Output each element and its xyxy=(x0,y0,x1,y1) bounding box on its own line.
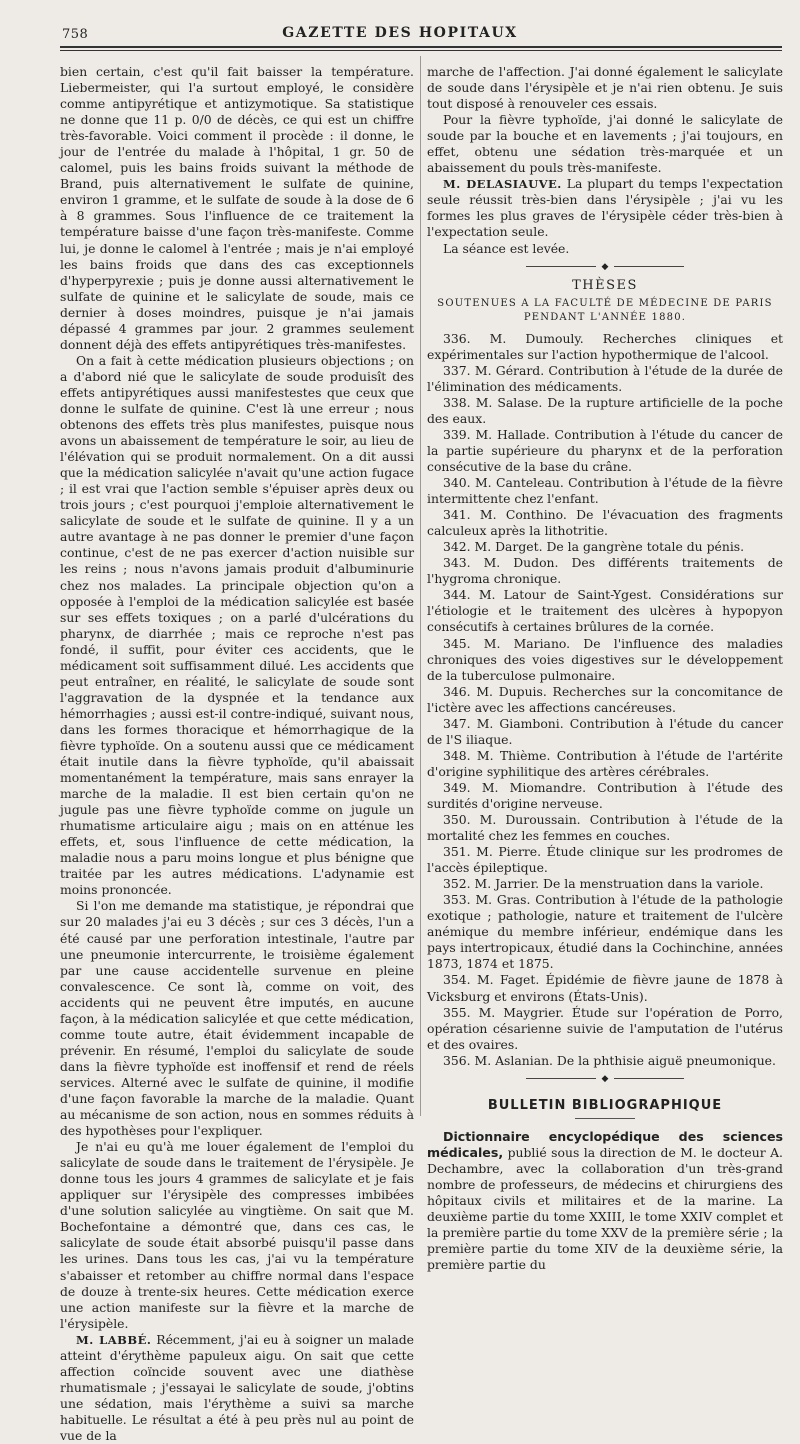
left-column xyxy=(60,64,414,1444)
thesis-item: 339. M. Hallade. Contribution à l'étude du cancer de la partie supérieure du pharynx et de la perforation consécutive de la base du crâne. xyxy=(427,426,783,474)
paragraph: bien certain, c'est qu'il fait baisser la température. Liebermeister, qui l'a surtout employé, le considère comme antipyrétique et antizymotique. Sa statistique ne donne que 11 p. 0/0 de décès, ce qui est un chiffre très-favorable. Voici comment il procède : il donne, le jour de l'entrée du malade à l'hôpital, 1 gr. 50 de calomel, puis les bains froids suivant la méthode de Brand, puis alternativement le sulfate de quinine, environ 1 gramme, et le sulfate de soude à la dose de 6 à 8 grammes. Sous l'influence de ce traitement la température baisse d'une façon très-manifeste. Comme lui, je donne le calomel à l'entrée ; mais je n'ai employé les bains froids que dans des cas exceptionnels d'hyperpyrexie ; puis je donne aussi alternativement le sulfate de quinine et le salicylate de soude, mais ce dernier à doses moindres, puisque je n'ai jamais dépassé 4 grammes par jour. 2 grammes seulement donnent déjà des effets antipyrétiques très-manifestes. xyxy=(60,64,414,352)
thesis-item: 338. M. Salase. De la rupture artificielle de la poche des eaux. xyxy=(427,394,783,426)
diamond-icon: ◆ xyxy=(601,1073,609,1084)
thesis-item: 349. M. Miomandre. Contribution à l'étude des surdités d'origine nerveuse. xyxy=(427,779,783,811)
paragraph: Pour la fièvre typhoïde, j'ai donné le salicylate de soude par la bouche et en lavements ; j'ai toujours, en effet, obtenu une sédation très-marquée et un abaissement du pouls très-manifeste. xyxy=(427,112,783,176)
title-rule xyxy=(575,1118,635,1119)
thesis-item: 342. M. Darget. De la gangrène totale du pénis. xyxy=(443,539,745,555)
theses-title: THÈSES xyxy=(572,277,638,293)
ornament-line xyxy=(614,1078,684,1079)
thesis-item: 350. M. Duroussain. Contribution à l'étude de la mortalité chez les femmes en couches. xyxy=(427,812,783,844)
ornament-line xyxy=(614,266,684,267)
thesis-item: 356. M. Aslanian. De la phthisie aiguë pneumonique. xyxy=(443,1052,776,1068)
thesis-item: 343. M. Dudon. Des différents traitements de l'hygroma chronique. xyxy=(427,555,783,587)
thesis-item: 355. M. Maygrier. Étude sur l'opération de Porro, opération césarienne suivie de l'amputation de l'utérus et des ovaires. xyxy=(427,1004,783,1052)
section-ornament xyxy=(427,1074,783,1084)
ornament-line xyxy=(526,266,596,267)
session-closed: La séance est levée. xyxy=(443,240,570,256)
paragraph-delasiauve xyxy=(427,176,783,240)
running-title: GAZETTE DES HOPITAUX xyxy=(282,25,518,41)
thesis-item: 354. M. Faget. Épidémie de fièvre jaune de 1878 à Vicksburg et environs (États-Unis). xyxy=(427,972,783,1004)
paragraph: Si l'on me demande ma statistique, je répondrai que sur 20 malades j'ai eu 3 décès ; sur ces 3 décès, l'un a été causé par une perforation intestinale, l'autre par une pneumonie intercurrente, le troisième également par une cause accidentelle survenue en pleine convalescence. Ce sont là, comme on voit, des accidents qui ne peuvent être imputés, en aucune façon, à la médication salicylée et que cette médication, comme toute autre, était évidemment incapable de prévenir. En résumé, l'emploi du salicylate de soude dans la fièvre typhoïde est inoffensif et rend de réels services. Alterné avec le sulfate de quinine, il modifie d'une façon favorable la marche de la maladie. Quant au mécanisme de son action, nous en sommes réduits à des hypothèses pour l'expliquer. xyxy=(60,898,414,1139)
speaker-name: M. LABBÉ. xyxy=(76,1332,152,1347)
thesis-item: 341. M. Conthino. De l'évacuation des fragments calculeux après la lithotritie. xyxy=(427,507,783,539)
theses-subtitle-line: PENDANT L'ANNÉE 1880. xyxy=(523,311,687,323)
thesis-item: 344. M. Latour de Saint-Ygest. Considérations sur l'étiologie et le traitement des ulcères à hypopyon consécutifs à certaines brûlures de la cornée. xyxy=(427,587,783,635)
thesis-item: 345. M. Mariano. De l'influence des maladies chroniques des voies digestives sur le développement de la tuberculose pulmonaire. xyxy=(427,635,783,683)
right-column xyxy=(427,64,783,1273)
thesis-item: 348. M. Thième. Contribution à l'étude de l'artérite d'origine syphilitique des artères cérébrales. xyxy=(427,747,783,779)
theses-subtitle xyxy=(427,297,783,325)
bibliography-text: publié sous la direction de M. le docteur A. Dechambre, avec la collaboration d'un très-grand nombre de professeurs, de médecins et chirurgiens des hôpitaux civils et militaires et de la marine. La deuxième partie du tome XXIII, le tome XXIV complet et la première partie du tome XXV de la première série ; la première partie du tome XIV de la deuxième série, la première partie du xyxy=(427,1144,783,1273)
thesis-item: 336. M. Dumouly. Recherches cliniques et expérimentales sur l'action hypothermique de l'alcool. xyxy=(427,330,783,362)
theses-subtitle-line: SOUTENUES A LA FACULTÉ DE MÉDECINE DE PARIS xyxy=(437,297,773,309)
section-ornament xyxy=(427,262,783,272)
paragraph: Je n'ai eu qu'à me louer également de l'emploi du salicylate de soude dans le traitement de l'érysipèle. Je donne tous les jours 4 grammes de salicylate et je fais appliquer sur l'érysipèle des compresses imbibées d'une solution salicylée au vingtième. On sait que M. Bochefontaine a démontré que, dans ces cas, le salicylate de soude était absorbé puisqu'il passe dans les urines. Dans tous les cas, j'ai vu la température s'abaisser et retomber au chiffre normal dans l'espace de douze à trente-six heures. Cette médication exerce une action manifeste sur la fièvre et la marche de l'érysipèle. xyxy=(60,1139,414,1331)
column-divider xyxy=(420,56,421,1116)
theses-list xyxy=(427,331,783,1069)
thesis-item: 346. M. Dupuis. Recherches sur la concomitance de l'ictère avec les affections cancéreuses. xyxy=(427,683,783,715)
thesis-item: 351. M. Pierre. Étude clinique sur les prodromes de l'accès épileptique. xyxy=(427,844,783,876)
paragraph-labbe xyxy=(60,1332,414,1444)
paragraph: On a fait à cette médication plusieurs objections ; on a d'abord nié que le salicylate de soude produisît des effets antipyrétiques aussi manifestestes que ceux que donne le sulfate de quinine. C'est là une erreur ; nous obtenons des effets très plus manifestes, puisque nous avons un abaissement de température le soir, au lieu de l'élévation qui se produit normalement. On a dit aussi que la médication salicylée n'avait qu'une action fugace ; il est vrai que l'action semble s'épuiser après deux ou trois jours ; c'est pourquoi j'emploie alternativement le salicylate de soude et le sulfate de quinine. Il y a un autre avantage à ne pas donner le premier d'une façon continue, c'est de ne pas exercer d'action nuisible sur les reins ; nous n'avons jamais produit d'albuminurie chez nos malades. La principale objection qu'on a opposée à l'emploi de la médication salicylée est basée sur ses effets toxiques ; on a parlé d'ulcérations du pharynx, de diarrhée ; mais ce reproche n'est pas fondé, il suffit, pour éviter ces accidents, que le médicament soit suffisamment dilué. Les accidents que peut entraîner, en réalité, le salicylate de soude sont l'aggravation de la dyspnée et la tendance aux hémorrhagies ; aussi est-il contre-indiqué, suivant nous, dans les formes thoracique et hémorrhagique de la fièvre typhoïde. On a soutenu aussi que ce médicament était inutile dans la fièvre typhoïde, qu'il abaissait momentanément la température, mais sans enrayer la marche de la maladie. Il est bien certain qu'on ne jugule pas une fièvre typhoïde comme on jugule un rhumatisme articulaire aigu ; mais on en atténue les effets, et, sous l'influence de cette médication, la maladie nous a paru moins longue et plus bénigne que traitée par les autres médications. L'adynamie est moins prononcée. xyxy=(60,352,414,898)
paragraph-text: La plupart du temps l'expectation seule réussit très-bien dans l'érysipèle ; j'ai vu les formes les plus graves de l'érysipèle céder très-bien à l'expectation seule. xyxy=(427,176,783,240)
header-rule xyxy=(60,46,782,51)
diamond-icon: ◆ xyxy=(601,261,609,272)
thesis-item: 347. M. Giamboni. Contribution à l'étude du cancer de l'S iliaque. xyxy=(427,715,783,747)
speaker-name: M. DELASIAUVE. xyxy=(443,177,562,192)
paragraph: marche de l'affection. J'ai donné également le salicylate de soude dans l'érysipèle et je n'ai rien obtenu. Je suis tout disposé à renouveler ces essais. xyxy=(427,64,783,112)
thesis-item: 340. M. Canteleau. Contribution à l'étude de la fièvre intermittente chez l'enfant. xyxy=(427,475,783,507)
thesis-item: 337. M. Gérard. Contribution à l'étude de la durée de l'élimination des médicaments. xyxy=(427,362,783,394)
thesis-item: 353. M. Gras. Contribution à l'étude de la pathologie exotique ; pathologie, nature et traitement de l'ulcère anémique du membre inférieur, endémique dans les pays intertropicaux, étudié dans la Cochinchine, années 1873, 1874 et 1875. xyxy=(427,892,783,972)
bibliography-entry xyxy=(427,1129,783,1273)
bulletin-title: BULLETIN BIBLIOGRAPHIQUE xyxy=(487,1097,723,1113)
ornament-line xyxy=(526,1078,596,1079)
paragraph-text: Récemment, j'ai eu à soigner un malade atteint d'érythème papuleux aigu. On sait que cette affection coïncide souvent avec une diathèse rhumatismale ; j'essayai le salicylate de soude, j'obtins une sédation, mais l'érythème a suivi sa marche habituelle. Le résultat a été à peu près nul au point de vue de la xyxy=(60,1331,414,1443)
bibliography-title: Dictionnaire encyclopédique des sciences médicales, xyxy=(427,1128,783,1160)
thesis-item: 352. M. Jarrier. De la menstruation dans la variole. xyxy=(443,876,764,892)
page-number: 758 xyxy=(62,27,89,42)
